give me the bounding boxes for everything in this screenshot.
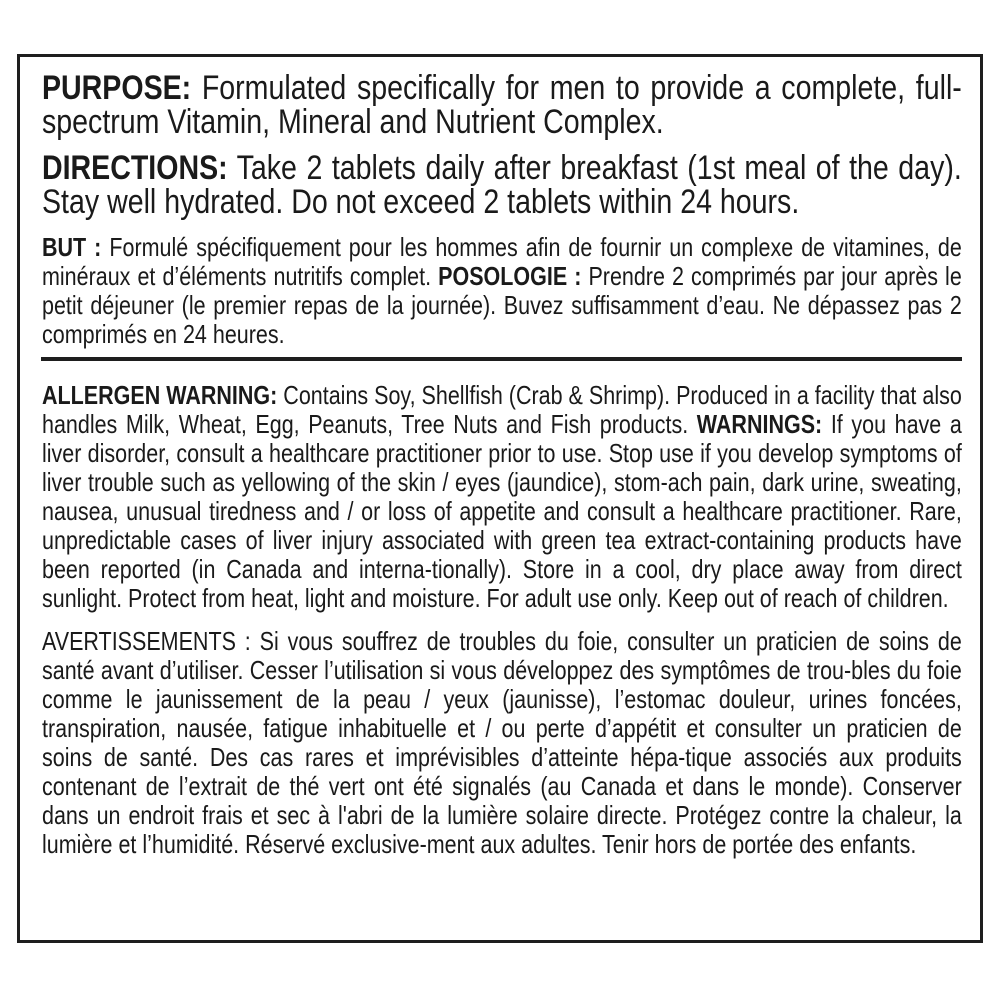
allergen-text: Contains Soy, Shellfish (Crab & Shrimp). Produced in a facility that also handles Milk, Wheat, Egg, Peanuts, Tree Nuts and Fish products. [42, 382, 962, 439]
purpose-heading: PURPOSE: [42, 69, 192, 107]
warnings-heading: WARNINGS: [696, 411, 823, 439]
avertissements-paragraph [42, 628, 962, 860]
section-divider [41, 357, 962, 361]
warnings-text: If you have a liver disorder, consult a healthcare practitioner prior to use. Stop use if you develop symptoms of liver trouble such as yellowing of the skin / eyes (jaundice), stom-ach pain, dark urine, sweating, nausea, unusual tiredness and / or loss of appetite and consult a healthcare practitioner. Rare, unpredictable cases of liver injury associated with green tea extract-containing products have been reported (in Canada and interna-tionally). Store in a cool, dry place away from direct sunlight. Protect from heat, light and moisture. For adult use only. Keep out of reach of children. [42, 411, 962, 613]
lower-section [42, 382, 962, 860]
but-heading: BUT : [42, 234, 102, 262]
directions-paragraph [42, 151, 962, 219]
posologie-heading: POSOLOGIE : [438, 263, 582, 291]
directions-text: Take 2 tablets daily after breakfast (1st meal of the day). Stay well hydrated. Do not exceed 2 tablets within 24 hours. [42, 149, 962, 221]
french-purpose-directions-paragraph [42, 234, 962, 350]
but-text: Formulé spécifiquement pour les hommes afin de fournir un complexe de vitamines, de minéraux et d’éléments nutritifs complet. [42, 234, 962, 291]
avertissements-heading: AVERTISSEMENTS : [42, 628, 251, 656]
directions-heading: DIRECTIONS: [42, 149, 228, 187]
purpose-text: Formulated specifically for men to provide a complete, full-spectrum Vitamin, Mineral and Nutrient Complex. [42, 69, 962, 141]
warnings-paragraph [42, 382, 962, 614]
purpose-paragraph [42, 71, 962, 139]
avertissements-text: Si vous souffrez de troubles du foie, consulter un praticien de soins de santé avant d’utiliser. Cesser l’utilisation si vous développez des symptômes de trou-bles du foie comme le jaunissement de la peau / yeux (jaunisse), l’estomac douleur, urines foncées, transpiration, nausée, fatigue inhabituelle et / ou perte d’appétit et consulter un praticien de soins de santé. Des cas rares et imprévisibles d’atteinte hépa-tique associés aux produits contenant de l’extrait de thé vert ont été signalés (au Canada et dans le monde). Conserver dans un endroit frais et sec à l'abri de la lumière solaire directe. Protégez contre la chaleur, la lumière et l’humidité. Réservé exclusive-ment aux adultes. Tenir hors de portée des enfants. [42, 628, 962, 859]
label-panel [17, 54, 983, 943]
posologie-text: Prendre 2 comprimés par jour après le petit déjeuner (le premier repas de la journée). Buvez suffisamment d’eau. Ne dépassez pas 2 comprimés en 24 heures. [42, 263, 962, 349]
allergen-heading: ALLERGEN WARNING: [42, 382, 278, 410]
upper-section [42, 69, 962, 350]
